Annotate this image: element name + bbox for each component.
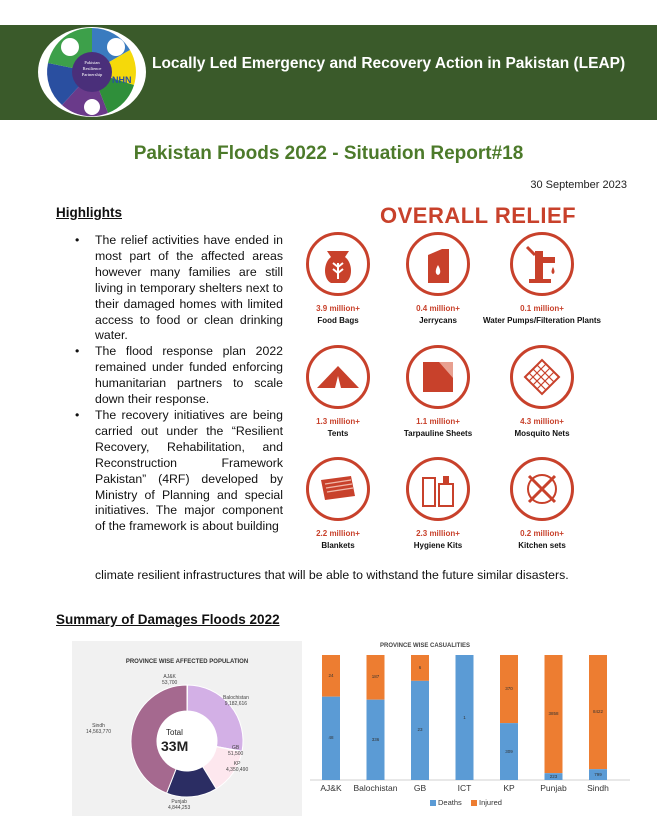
relief-item-tarpaulin bbox=[378, 345, 498, 439]
data-label-deaths: 336 bbox=[371, 736, 380, 742]
list-item: • The flood response plan 2022 remained under funded enforcing humanitarian partners to scale down their response. bbox=[75, 344, 283, 408]
jerrycan-icon bbox=[406, 232, 470, 296]
tarpaulin-icon bbox=[406, 345, 470, 409]
donut-label-kp: KP 4,350,490 bbox=[226, 761, 249, 773]
report-date: 30 September 2023 bbox=[530, 179, 627, 191]
report-title: Pakistan Floods 2022 - Situation Report#18 bbox=[133, 143, 524, 164]
relief-label: Blankets bbox=[321, 541, 355, 550]
data-label-injured: 6 bbox=[418, 664, 422, 670]
relief-item-kitchen-sets bbox=[482, 457, 602, 551]
relief-value: 1.3 million+ bbox=[316, 417, 360, 426]
relief-label: Food Bags bbox=[317, 316, 359, 325]
legend-deaths bbox=[430, 798, 462, 807]
data-label-deaths: 48 bbox=[328, 735, 334, 741]
relief-item-hygiene-kits bbox=[378, 457, 498, 551]
bullet-continuation: climate resilient infrastructures that will be able to withstand the future similar disasters. bbox=[95, 568, 569, 582]
relief-label: Tents bbox=[327, 429, 349, 438]
x-tick-label: Punjab bbox=[540, 783, 567, 793]
relief-label: Kitchen sets bbox=[518, 541, 566, 550]
list-item: • The recovery initiatives are being carried out under the “Resilient Recovery, Rehabilitation, and Reconstruction Framework Pakistan” (4RF) developed by Ministry of Planning and special initiatives. The major component of the framework is about building bbox=[75, 408, 283, 535]
donut-center-label: Total bbox=[166, 728, 183, 737]
data-label-deaths: 309 bbox=[505, 748, 513, 754]
donut-label-balochistan: Balochistan 9,182,616 bbox=[223, 695, 249, 707]
data-label-injured: 187 bbox=[371, 674, 380, 680]
x-tick-label: ICT bbox=[457, 783, 472, 793]
hygiene-kit-icon bbox=[406, 457, 470, 521]
donut-label-gb: GB 51,500 bbox=[228, 745, 244, 757]
donut-label-sindh: Sindh 14,563,770 bbox=[86, 723, 112, 735]
relief-title: OVERALL RELIEF bbox=[380, 203, 577, 228]
relief-value: 0.4 million+ bbox=[416, 304, 460, 313]
data-label-injured: 370 bbox=[505, 686, 513, 692]
logo-center-text bbox=[72, 60, 112, 78]
data-label-injured: 3858 bbox=[548, 711, 559, 717]
x-tick-label: AJ&K bbox=[320, 783, 342, 793]
list-item: • The relief activities have ended in most part of the affected areas however many families are still living in temporary shelters next to their damaged homes with limited access to food or clean drinking water. bbox=[75, 233, 283, 344]
data-label-injured: 24 bbox=[328, 672, 334, 678]
summary-heading: Summary of Damages Floods 2022 bbox=[56, 612, 280, 627]
x-tick-label: GB bbox=[413, 783, 427, 793]
logo-text-line: Partnership bbox=[81, 72, 103, 77]
relief-label: Water Pumps/Filteration Plants bbox=[483, 316, 601, 325]
logo-partner-text: NHN bbox=[112, 75, 132, 85]
x-tick-label: KP bbox=[503, 783, 515, 793]
affected-population-chart bbox=[72, 641, 302, 816]
relief-item-mosquito-nets bbox=[482, 345, 602, 439]
highlights-list bbox=[75, 233, 283, 535]
legend-swatch bbox=[471, 800, 477, 806]
relief-value: 0.1 million+ bbox=[520, 304, 564, 313]
relief-item-jerrycans bbox=[378, 232, 498, 326]
water-pump-icon bbox=[510, 232, 574, 296]
chart-title: PROVINCE WISE AFFECTED POPULATION bbox=[125, 659, 249, 665]
data-label-deaths: 223 bbox=[549, 773, 558, 779]
relief-value: 2.3 million+ bbox=[416, 529, 460, 538]
mosquito-net-icon bbox=[510, 345, 574, 409]
legend-label: Injured bbox=[479, 798, 502, 807]
legend-swatch bbox=[430, 800, 436, 806]
x-tick-label: Sindh bbox=[587, 783, 609, 793]
relief-value: 4.3 million+ bbox=[520, 417, 564, 426]
logo-text-line: Pakistan bbox=[84, 60, 100, 65]
donut-center-value: 33M bbox=[161, 738, 189, 754]
donut-label-punjab: Punjab 4,844,253 bbox=[168, 799, 191, 811]
data-label-injured: 8422 bbox=[592, 709, 603, 715]
casualties-chart-title: PROVINCE WISE CASUALITIES bbox=[380, 643, 471, 649]
relief-label: Jerrycans bbox=[419, 316, 457, 325]
relief-label: Mosquito Nets bbox=[514, 429, 570, 438]
data-label-deaths: 1 bbox=[463, 714, 466, 720]
food-bag-icon bbox=[306, 232, 370, 296]
relief-label: Hygiene Kits bbox=[413, 541, 463, 550]
relief-value: 2.2 million+ bbox=[316, 529, 360, 538]
casualties-chart bbox=[310, 650, 640, 790]
leap-logo bbox=[38, 27, 146, 117]
relief-item-water-pumps bbox=[482, 232, 602, 326]
relief-value: 1.1 million+ bbox=[416, 417, 460, 426]
banner-title: Locally Led Emergency and Recovery Action in Pakistan (LEAP) bbox=[152, 55, 626, 72]
data-label-deaths: 23 bbox=[417, 727, 423, 733]
tent-icon bbox=[306, 345, 370, 409]
relief-value: 0.2 million+ bbox=[520, 529, 564, 538]
x-tick-label: Balochistan bbox=[353, 783, 398, 793]
data-label-deaths: 799 bbox=[594, 771, 602, 777]
kitchen-set-icon bbox=[510, 457, 574, 521]
donut-label-ajk: AJ&K 53,700 bbox=[162, 674, 178, 686]
logo-text-line: Resilience bbox=[82, 66, 102, 71]
relief-label: Tarpauline Sheets bbox=[403, 429, 473, 438]
relief-value: 3.9 million+ bbox=[316, 304, 360, 313]
blanket-icon bbox=[306, 457, 370, 521]
highlights-heading: Highlights bbox=[56, 205, 122, 220]
legend-injured bbox=[471, 798, 502, 807]
legend-label: Deaths bbox=[438, 798, 462, 807]
